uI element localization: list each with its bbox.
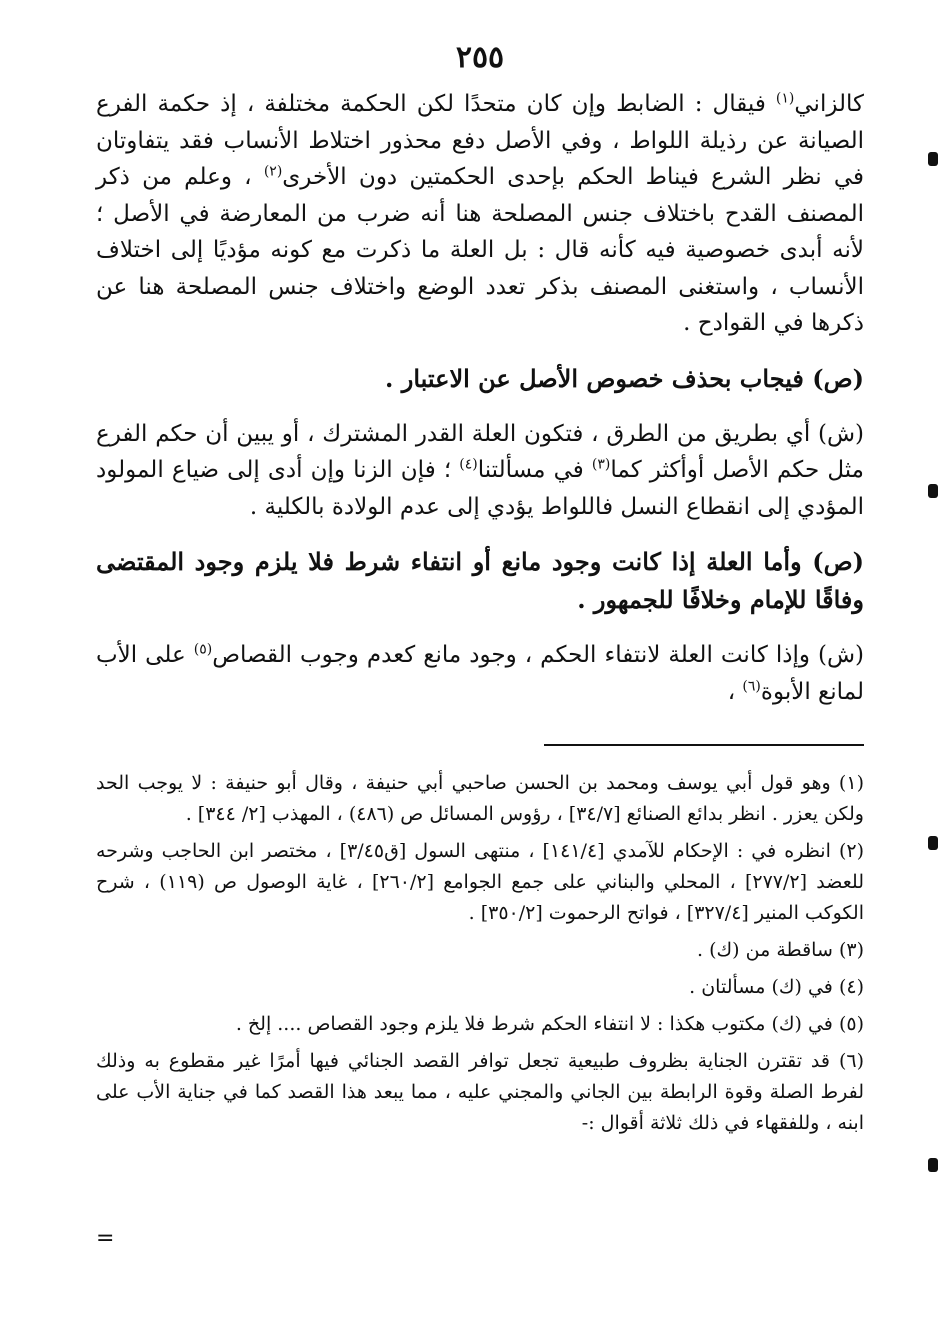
text-run: (ص) فيجاب بحذف خصوص الأصل عن الاعتبار . bbox=[385, 363, 864, 393]
scan-edge-mark bbox=[928, 836, 938, 850]
footnote-ref-6: (٦) bbox=[742, 677, 761, 694]
text-run: (ص) وأما العلة إذا كانت وجود مانع أو انتفاء شرط فلا يلزم وجود المقتضى وفاقًا للإمام وخلافًا للجمهور . bbox=[96, 547, 864, 614]
continuation-mark: = bbox=[96, 1226, 115, 1251]
paragraph-matn-1 bbox=[96, 360, 864, 398]
footnote-5 bbox=[96, 1009, 864, 1040]
footnote-text: انظره في : الإحكام للآمدي [١٤١/٤] ، منتهى السول [ق٣/٤٥] ، مختصر ابن الحاجب وشرحه للعضد [٢٧٧/٢] ، المحلي والبناني على جمع الجوامع [٢٦٠/٢] ، غاية الوصول ص (١١٩) ، شرح الكوكب المنير [٣٢٧/٤] ، فواتح الرحموت [٣٥٠/٢] . bbox=[96, 840, 864, 924]
footnote-3 bbox=[96, 935, 864, 966]
footnote-ref-2: (٢) bbox=[263, 163, 283, 180]
footnote-ref-5: (٥) bbox=[193, 641, 213, 658]
text-run: ؛ فإن الزنا وإن أدى إلى ضياع المولود المؤدي إلى انقطاع النسل فاللواط يؤدي إلى عدم الولادة بالكلية . bbox=[96, 457, 864, 520]
paragraph-commentary-2 bbox=[96, 416, 864, 526]
footnote-divider bbox=[544, 744, 864, 746]
footnote-4 bbox=[96, 972, 864, 1003]
text-run: على الأب لمانع الأبوة bbox=[96, 642, 864, 705]
footnote-number: (٤) bbox=[838, 976, 864, 998]
footnote-text: قد تقترن الجناية بظروف طبيعية تجعل توافر القصد الجنائي فيها أمرًا غير مقطوع به وذلك لفرط الصلة وقوة الرابطة بين الجاني والمجني عليه ، مما يبعد هذا القصد كما في جناية الأب على ابنه ، وللفقهاء في ذلك ثلاثة أقوال :- bbox=[96, 1050, 864, 1134]
main-text bbox=[96, 86, 864, 1145]
footnote-ref-1: (١) bbox=[775, 90, 795, 107]
paragraph-commentary-3 bbox=[96, 637, 864, 710]
text-run: ، bbox=[727, 678, 743, 705]
footnote-text: وهو قول أبي يوسف ومحمد بن الحسن صاحبي أبي حنيفة ، وقال أبو حنيفة : لا يوجب الحد ولكن يعزر . انظر بدائع الصنائع [٣٤/٧] ، رؤوس المسائل ص (٤٨٦) ، المهذب [٢/ ٣٤٤] . bbox=[96, 772, 864, 825]
page-number: ٢٥٥ bbox=[455, 40, 505, 75]
footnote-2 bbox=[96, 836, 864, 929]
text-run: في مسألتنا bbox=[477, 457, 592, 483]
text-run: ، وعلم من ذكر المصنف القدح باختلاف جنس المصلحة هنا أنه ضرب من المعارضة في الأصل ؛ لأنه أبدى خصوصية فيه كأنه قال : بل العلة ما ذكرت مع كونه مؤديًا إلى اختلاف الأنساب ، واستغنى المصنف بذكر تعدد الوضع واختلاف جنس المصلحة هنا عن ذكرها في القوادح . bbox=[96, 164, 864, 336]
footnote-1 bbox=[96, 768, 864, 830]
footnote-6 bbox=[96, 1046, 864, 1139]
text-run: (ش) وإذا كانت العلة لانتفاء الحكم ، وجود مانع كعدم وجوب القصاص bbox=[212, 642, 864, 668]
paragraph-commentary-1 bbox=[96, 86, 864, 342]
footnote-number: (٢) bbox=[838, 840, 865, 862]
footnote-text: في (ك) مكتوب هكذا : لا انتفاء الحكم شرط فلا يلزم وجود القصاص .... إلخ . bbox=[235, 1013, 833, 1035]
footnote-number: (٥) bbox=[838, 1013, 864, 1035]
footnote-number: (٦) bbox=[838, 1050, 864, 1072]
scan-edge-mark bbox=[928, 152, 938, 166]
scan-edge-mark bbox=[928, 484, 938, 498]
paragraph-matn-2 bbox=[96, 543, 864, 619]
text-run: (ش) أي بطريق من الطرق ، فتكون العلة القدر المشترك ، أو يبين أن حكم الفرع مثل حكم الأصل أوأكثر كما bbox=[96, 420, 865, 483]
scan-edge-mark bbox=[928, 1158, 938, 1172]
footnotes bbox=[96, 768, 864, 1139]
footnote-text: في (ك) مسألتان . bbox=[689, 976, 833, 998]
text-run: فيقال : الضابط وإن كان متحدًا لكن الحكمة مختلفة ، إذ حكمة الفرع الصيانة عن رذيلة اللواط ، وفي الأصل دفع محذور اختلاط الأنساب فقد يتفاوتان في نظر الشرع فيناط الحكم بإحدى الحكمتين دون الأخرى bbox=[96, 91, 864, 190]
footnote-number: (٣) bbox=[838, 939, 864, 961]
footnote-number: (١) bbox=[838, 772, 864, 794]
text-run: كالزاني bbox=[794, 91, 865, 117]
footnote-ref-3: (٣) bbox=[591, 456, 611, 473]
footnote-ref-4: (٤) bbox=[459, 456, 478, 473]
footnote-text: ساقطة من (ك) . bbox=[697, 939, 833, 961]
